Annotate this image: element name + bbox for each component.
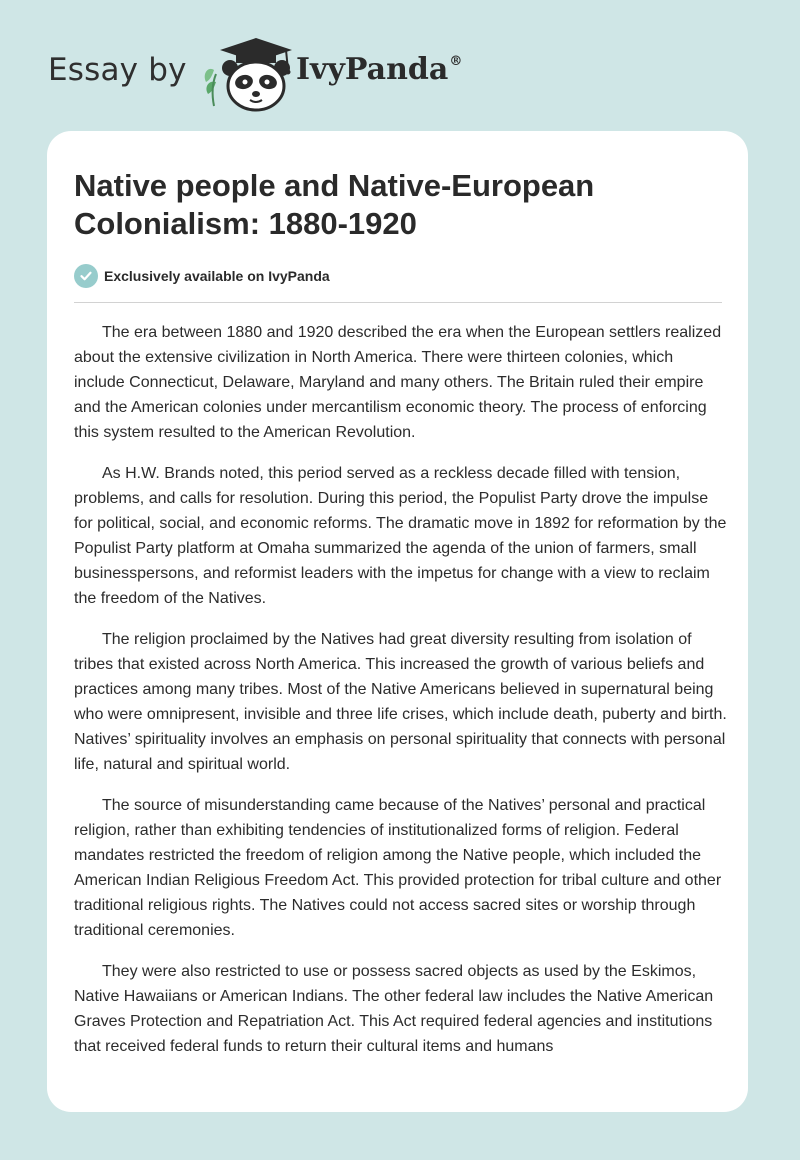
check-icon [74,264,98,288]
paragraph: The source of misunderstanding came because of the Natives’ personal and practical religion, rather than exhibiting tendencies of institutionalized forms of religion. Federal mandates restricted the freedom of religion among the Native people, which included the American Indian Religious Freedom Act. This provided protection for tribal culture and other traditional religious rights. The Natives could not access sacred sites or worship through traditional ceremonies. [74,797,722,939]
paragraph: As H.W. Brands noted, this period served as a reckless decade filled with tension, problems, and calls for resolution. During this period, the Populist Party drove the impulse for political, social, and economic reforms. The dramatic move in 1892 for reformation by the Populist Party platform at Omaha summarized the agenda of the union of farmers, small businesspersons, and reformist leaders with the impetus for change with a view to reclaim the freedom of the Natives. [74,465,727,607]
panda-graduate-icon [200,36,296,112]
brand-name: IvyPanda® [296,52,463,87]
paragraph: The religion proclaimed by the Natives had great diversity resulting from isolation of tribes that existed across North America. This increased the growth of various beliefs and practices among many tribes. Most of the Native Americans believed in supernatural being who were omnipresent, invisible and three life crises, which include death, puberty and birth. Natives’ spirituality involves an emphasis on personal spirituality that connects with personal life, natural and spiritual world. [74,631,727,773]
divider [74,302,722,303]
essay-card [47,131,748,1112]
registered-mark: ® [449,54,463,69]
logo-prefix: Essay by [48,52,187,88]
exclusive-badge [74,263,330,289]
paragraph: They were also restricted to use or possess sacred objects as used by the Eskimos, Native Hawaiians or American Indians. The other federal law includes the Native American Graves Protection and Repatriation Act. This Act required federal agencies and institutions that received federal funds to return their cultural items and humans [74,963,714,1055]
paragraph: The era between 1880 and 1920 described the era when the European settlers realized about the extensive civilization in North America. There were thirteen colonies, which include Connecticut, Delaware, Maryland and many others. The Britain ruled their empire and the American colonies under mercantilism economic theory. The process of enforcing this system resulted to the American Revolution. [74,324,722,441]
essay-title: Native people and Native-European Colonialism: 1880-1920 [74,168,595,241]
essay-body [74,320,728,1075]
site-logo[interactable] [48,32,478,112]
badge-label: Exclusively available on IvyPanda [104,268,330,284]
